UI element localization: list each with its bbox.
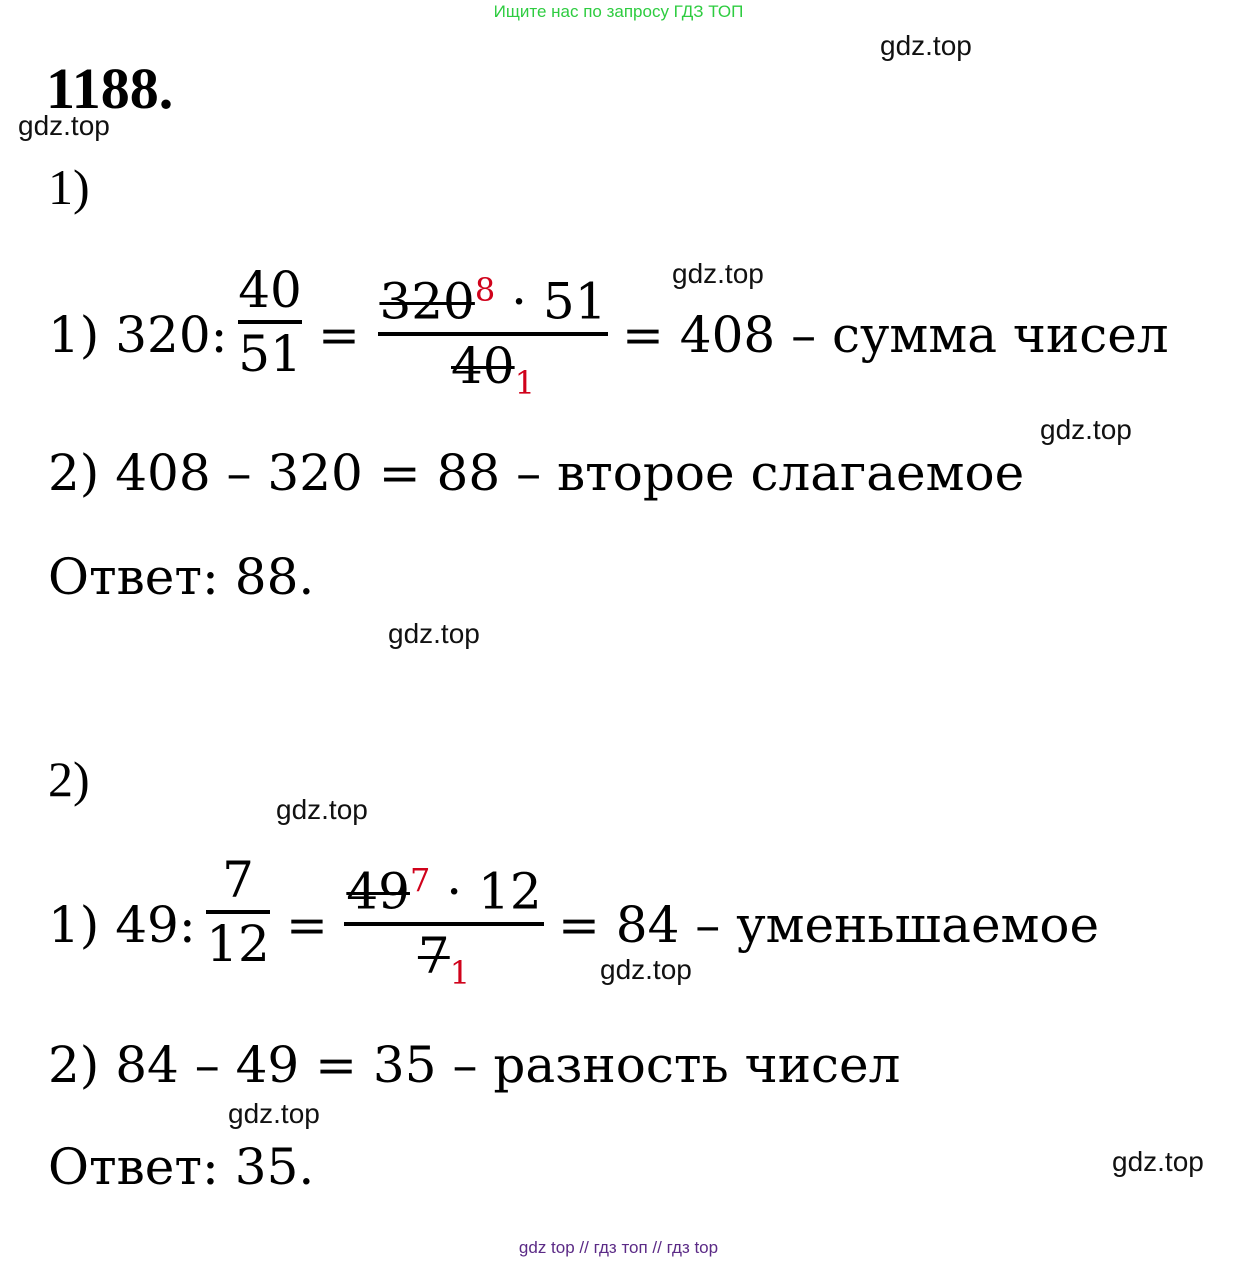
watermark: gdz.top xyxy=(600,954,692,985)
struck-number: 40 xyxy=(451,336,515,395)
watermark: gdz.top xyxy=(672,258,764,289)
part-2-answer: Ответ: 35. xyxy=(48,1138,315,1196)
reduction-denominator xyxy=(344,926,544,1003)
part-2-label: 2) xyxy=(48,751,90,807)
reduced-number: 8 xyxy=(474,271,496,309)
equals-sign: = xyxy=(318,306,360,364)
step-result: = 408 – сумма чисел xyxy=(622,306,1169,364)
watermark: gdz.top xyxy=(276,794,368,825)
equals-sign: = xyxy=(286,896,328,954)
struck-number: 320 xyxy=(379,272,475,331)
numerator-rest: · 51 xyxy=(511,272,607,331)
reduction-fraction xyxy=(378,260,608,413)
fraction xyxy=(238,260,302,384)
watermark: gdz.top xyxy=(18,110,110,141)
watermark: gdz.top xyxy=(1112,1146,1204,1177)
fraction xyxy=(206,850,270,974)
part-2-step-2: 2) 84 – 49 = 35 – разность чисел xyxy=(48,1036,901,1094)
reduction-denominator xyxy=(378,336,608,413)
watermark: gdz.top xyxy=(880,30,972,61)
watermark: gdz.top xyxy=(228,1098,320,1129)
reduced-number: 1 xyxy=(514,363,535,402)
part-1-step-2: 2) 408 – 320 = 88 – второе слагаемое xyxy=(48,444,1025,502)
top-banner: Ищите нас по запросу ГДЗ ТОП xyxy=(493,2,744,21)
fraction-numerator: 40 xyxy=(238,261,302,319)
struck-number: 49 xyxy=(346,862,410,921)
part-1-answer: Ответ: 88. xyxy=(48,548,315,606)
watermark: gdz.top xyxy=(388,618,480,649)
watermark: gdz.top xyxy=(1040,414,1132,445)
fraction-numerator: 7 xyxy=(222,851,254,909)
reduction-numerator xyxy=(344,850,544,922)
struck-number: 7 xyxy=(417,926,450,985)
step-prefix: 1) 320: xyxy=(48,306,228,364)
reduced-number: 7 xyxy=(409,861,431,899)
numerator-rest: · 12 xyxy=(446,862,542,921)
step-prefix: 1) 49: xyxy=(48,896,196,954)
part-1-label: 1) xyxy=(48,159,90,215)
reduction-fraction xyxy=(344,850,544,1003)
task-number: 1188. xyxy=(46,56,174,121)
reduced-number: 1 xyxy=(449,953,471,992)
fraction-denominator: 51 xyxy=(238,325,302,383)
fraction-denominator: 12 xyxy=(206,915,270,973)
step-result: = 84 – уменьшаемое xyxy=(558,896,1100,954)
reduction-numerator xyxy=(378,260,608,332)
bottom-banner[interactable]: gdz top // гдз топ // гдз top xyxy=(518,1238,719,1257)
